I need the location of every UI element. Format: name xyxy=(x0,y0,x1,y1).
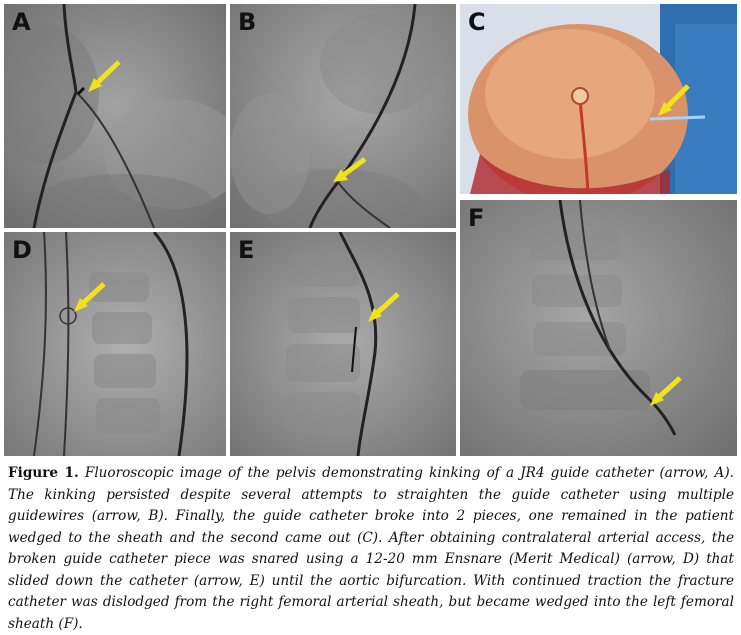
panel-f xyxy=(460,200,737,456)
panel-label-c: C xyxy=(468,8,486,36)
panel-d xyxy=(4,232,226,456)
figure-label: Figure 1. xyxy=(8,465,79,481)
panel-e xyxy=(230,232,456,456)
figure-caption xyxy=(8,463,734,635)
panel-label-e: E xyxy=(238,236,255,264)
panel-c xyxy=(460,4,737,194)
fluoroscopy-image-e xyxy=(230,232,456,456)
panel-label-d: D xyxy=(12,236,32,264)
panel-label-a: A xyxy=(12,8,31,36)
panel-a xyxy=(4,4,226,228)
panel-b xyxy=(230,4,456,228)
panel-label-f: F xyxy=(468,204,485,232)
fluoroscopy-image-b xyxy=(230,4,456,228)
fluoroscopy-image-a xyxy=(4,4,226,228)
panel-label-b: B xyxy=(238,8,257,36)
fluoroscopy-image-f xyxy=(460,200,737,456)
fluoroscopy-image-d xyxy=(4,232,226,456)
photo-image-c xyxy=(460,4,737,194)
caption-text: Fluoroscopic image of the pelvis demonstrating kinking of a JR4 guide catheter (arrow, A). The kinking persisted despite several attempts to straighten the guide catheter using multiple guidewires (arrow, B). Finally, the guide catheter broke into 2 pieces, one remained in the patient wedged to the sheath and the second came out (C). After obtaining contralateral arterial access, the broken guide catheter piece was snared using a 12-20 mm Ensnare (Merit Medical) (arrow, D) that slided down the catheter (arrow, E) until the aortic bifurcation. With continued traction the fracture catheter was dislodged from the right femoral arterial sheath, but became wedged into the left femoral sheath (F). xyxy=(8,465,734,632)
